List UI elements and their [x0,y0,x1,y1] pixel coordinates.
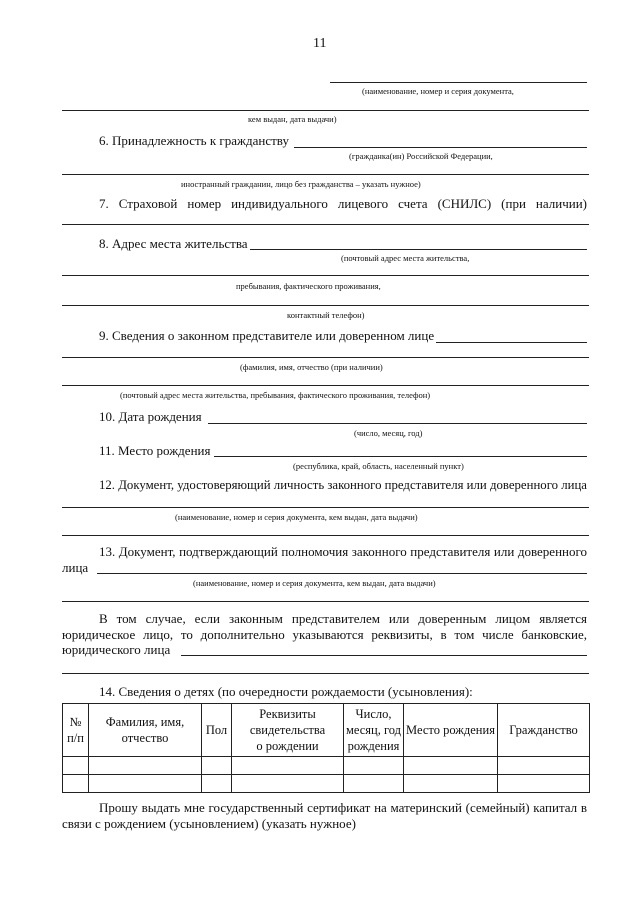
representative-caption-1: (фамилия, имя, отчество (при наличии) [240,362,383,372]
children-label: 14. Сведения о детях (по очередности рождаемости (усыновления): [99,684,473,699]
table-cell[interactable] [404,775,498,793]
table-cell[interactable] [202,775,232,793]
address-caption-1: (почтовый адрес места жительства, [341,253,470,263]
request-text-2: связи с рождением (усыновлением) (указать нужное) [62,816,356,831]
table-cell[interactable] [232,757,344,775]
table-cell[interactable] [498,775,590,793]
authority-document-label: 13. Документ, подтверждающий полномочия законного представителя или доверенного [99,544,587,559]
children-table-header [63,704,590,757]
representative-field-line[interactable] [436,342,587,343]
document-caption: (наименование, номер и серия документа, [362,86,514,96]
citizenship-field-line[interactable] [294,147,587,148]
address-caption-3: контактный телефон) [287,310,365,320]
legal-entity-field-line[interactable] [181,655,587,656]
header-number: № п/п [63,704,89,757]
citizenship-caption-2: иностранный гражданин, лицо без гражданства – указать нужное) [181,179,421,189]
table-cell[interactable] [344,775,404,793]
children-table [62,703,590,793]
birth-place-label: 11. Место рождения [99,443,211,458]
authority-document-label-2: лица [62,560,89,575]
document-field-line-2[interactable] [62,110,589,111]
citizenship-label: 6. Принадлежность к гражданству [99,133,289,148]
representative-field-line-3[interactable] [62,385,589,386]
table-cell[interactable] [404,757,498,775]
authority-document-field-line[interactable] [97,573,587,574]
header-name: Фамилия, имя, отчество [89,704,202,757]
id-document-field-line[interactable] [62,507,589,508]
table-cell[interactable] [344,757,404,775]
address-label: 8. Адрес места жительства [99,236,248,251]
id-document-label: 12. Документ, удостоверяющий личность законного представителя или доверенного лица [99,478,587,492]
legal-entity-field-line-2[interactable] [62,673,589,674]
birth-date-label: 10. Дата рождения [99,409,202,424]
header-birth-date: Число, месяц, год рождения [344,704,404,757]
header-birth-place: Место рождения [404,704,498,757]
representative-field-line-2[interactable] [62,357,589,358]
legal-entity-text: В том случае, если законным представителем или доверенным лицом является [99,611,587,626]
table-cell[interactable] [63,775,89,793]
document-field-line[interactable] [330,82,587,83]
id-document-field-line-2[interactable] [62,535,589,536]
table-cell[interactable] [232,775,344,793]
table-row [63,757,590,775]
citizenship-caption-1: (гражданка(ин) Российской Федерации, [349,151,493,161]
table-cell[interactable] [63,757,89,775]
table-cell[interactable] [202,757,232,775]
table-cell[interactable] [89,757,202,775]
authority-document-caption: (наименование, номер и серия документа, кем выдан, дата выдачи) [193,578,436,588]
table-cell[interactable] [89,775,202,793]
address-field-line[interactable] [250,249,587,250]
snils-field-line[interactable] [62,224,589,225]
citizenship-field-line-2[interactable] [62,174,589,175]
id-document-caption: (наименование, номер и серия документа, кем выдан, дата выдачи) [175,512,418,522]
address-field-line-2[interactable] [62,275,589,276]
birth-place-field-line[interactable] [214,456,587,457]
snils-label: 7. Страховой номер индивидуального лицевого счета (СНИЛС) (при наличии) [99,196,587,211]
birth-place-caption: (республика, край, область, населенный пункт) [293,461,464,471]
table-row [63,775,590,793]
birth-date-field-line[interactable] [208,423,587,424]
table-cell[interactable] [498,757,590,775]
header-sex: Пол [202,704,232,757]
page-number: 11 [313,36,327,51]
request-text: Прошу выдать мне государственный сертификат на материнский (семейный) капитал в [99,800,587,815]
representative-label: 9. Сведения о законном представителе или доверенном лице [99,328,435,343]
issued-caption: кем выдан, дата выдачи) [248,114,337,124]
authority-document-field-line-2[interactable] [62,601,589,602]
birth-date-caption: (число, месяц, год) [354,428,423,438]
legal-entity-text-2: юридическое лицо, то дополнительно указываются реквизиты, в том числе банковские, [62,627,587,642]
address-caption-2: пребывания, фактического проживания, [236,281,381,291]
header-citizenship: Гражданство [498,704,590,757]
representative-caption-2: (почтовый адрес места жительства, пребывания, фактического проживания, телефон) [120,390,431,400]
address-field-line-3[interactable] [62,305,589,306]
legal-entity-label: юридического лица [62,642,171,657]
header-certificate: Реквизиты свидетельства о рождении [232,704,344,757]
